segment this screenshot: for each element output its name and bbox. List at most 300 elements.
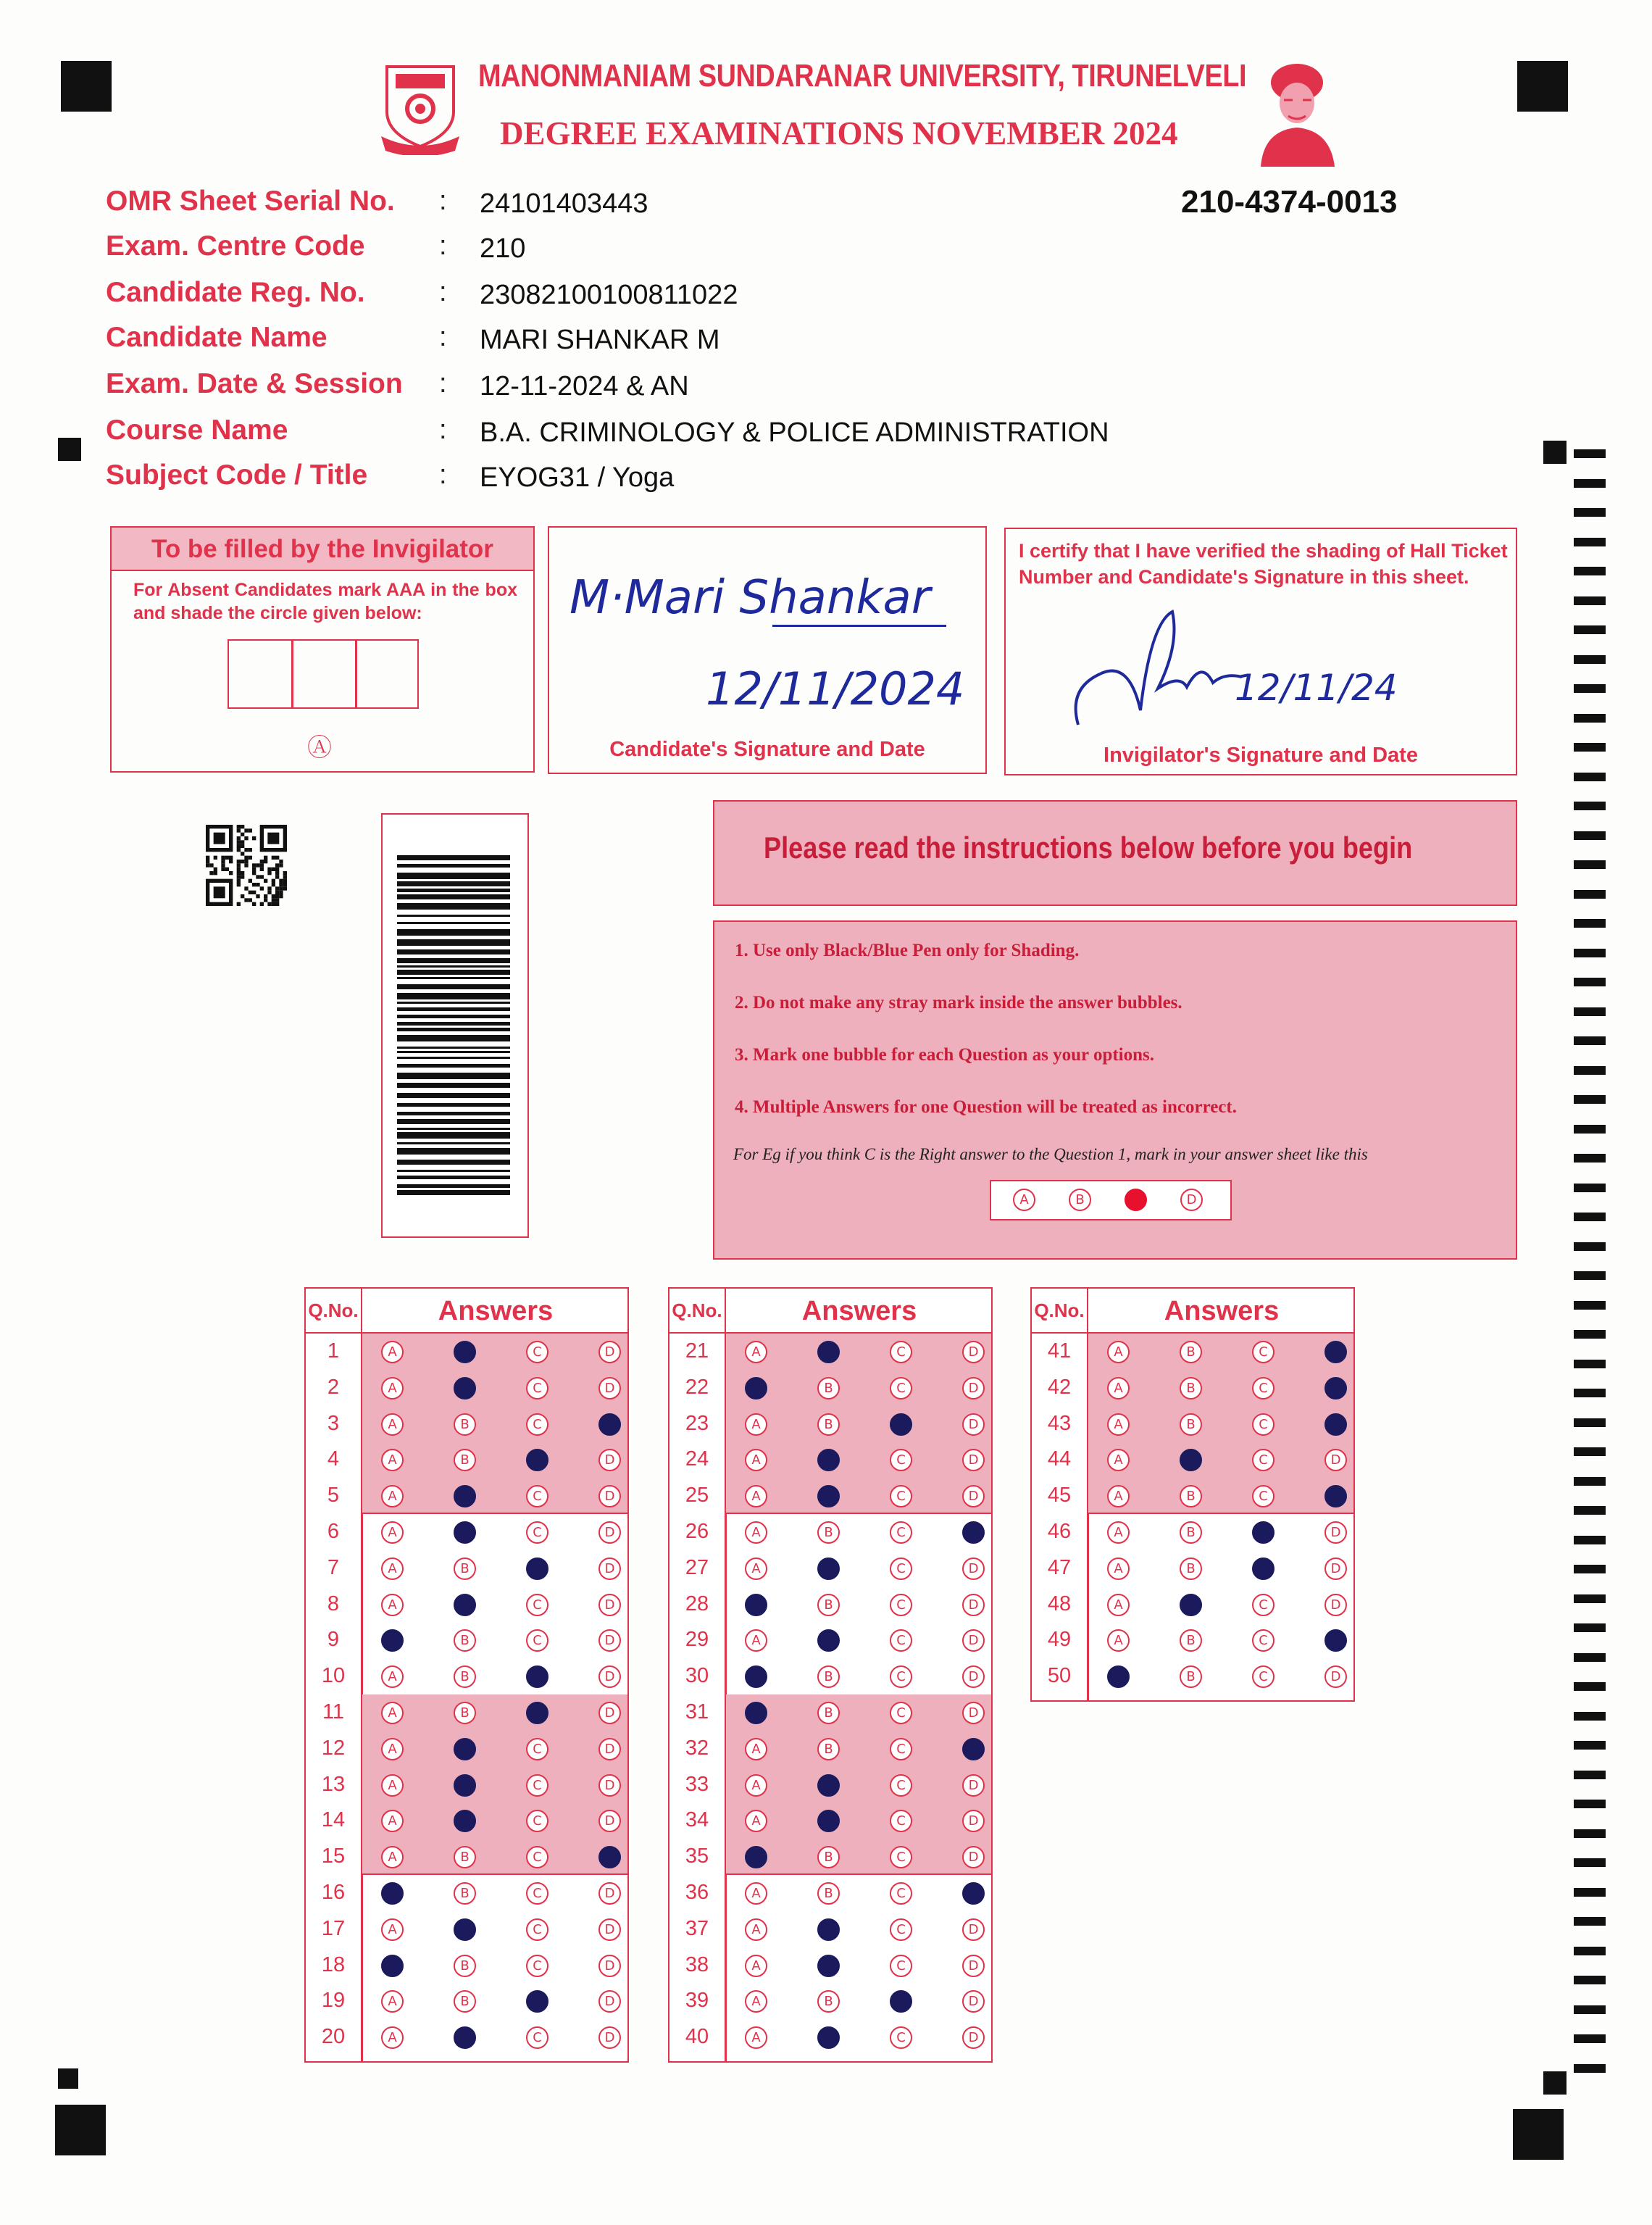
qno-header: Q.No. — [306, 1289, 362, 1334]
answer-bubble-q3-c[interactable]: C — [526, 1413, 548, 1436]
answer-bubble-q40-b[interactable] — [817, 2026, 840, 2049]
answer-bubble-q17-b[interactable] — [454, 1918, 476, 1941]
question-number: 40 — [685, 2025, 709, 2049]
answer-bubble-q1-a[interactable]: A — [381, 1341, 404, 1363]
answer-bubble-q2-b[interactable] — [454, 1377, 476, 1400]
answer-bubble-q1-d[interactable]: D — [598, 1341, 621, 1363]
timing-mark — [1574, 1800, 1606, 1808]
field-label: Exam. Date & Session — [106, 368, 403, 399]
answer-bubble-q41-c[interactable]: C — [1252, 1341, 1275, 1363]
question-number: 50 — [1047, 1664, 1072, 1688]
answer-bubble-q17-d[interactable]: D — [598, 1918, 621, 1941]
answer-bubble-q9-d[interactable]: D — [598, 1629, 621, 1652]
small-mark-bottom-left — [58, 2068, 78, 2089]
answer-bubble-q2-d[interactable]: D — [598, 1377, 621, 1400]
answer-bubble-q12-a[interactable]: A — [381, 1738, 404, 1760]
answer-bubble-q8-c[interactable]: C — [526, 1594, 548, 1616]
answer-bubble-q14-d[interactable]: D — [598, 1810, 621, 1832]
answer-bubble-q35-d[interactable]: D — [962, 1846, 985, 1868]
timing-mark — [1574, 1712, 1606, 1721]
answer-bubble-q18-d[interactable]: D — [598, 1955, 621, 1977]
question-number: 15 — [321, 1845, 346, 1868]
answer-bubble-q16-c[interactable]: C — [526, 1882, 548, 1905]
question-number: 4 — [327, 1447, 340, 1471]
timing-mark — [1574, 1036, 1606, 1045]
answer-bubble-q40-d[interactable]: D — [962, 2026, 985, 2049]
timing-mark — [1574, 684, 1606, 693]
field-value: 23082100100811022 — [480, 280, 738, 310]
answer-bubble-q31-b[interactable]: B — [817, 1702, 840, 1724]
answer-bubble-q29-b[interactable] — [817, 1629, 840, 1652]
answer-bubble-q20-d[interactable]: D — [598, 2026, 621, 2049]
answer-bubble-q40-c[interactable]: C — [890, 2026, 912, 2049]
timing-mark — [1574, 860, 1606, 869]
barcode — [397, 855, 513, 1203]
invigilator-certify-text: I certify that I have verified the shading of Hall Ticket Number and Candidate's Signature in this sheet. — [1019, 540, 1508, 588]
answer-bubble-q14-c[interactable]: C — [526, 1810, 548, 1832]
timing-mark — [1574, 1888, 1606, 1897]
answer-column-1 — [304, 1287, 629, 2063]
answer-bubble-q39-b[interactable]: B — [817, 1990, 840, 2013]
answer-bubble-q39-d[interactable]: D — [962, 1990, 985, 2013]
answer-bubble-q26-b[interactable]: B — [817, 1521, 840, 1544]
answer-bubble-q44-a[interactable]: A — [1107, 1449, 1130, 1471]
answer-bubble-q42-b[interactable]: B — [1180, 1377, 1202, 1400]
answer-bubble-q36-a[interactable]: A — [745, 1882, 767, 1905]
answer-bubble-q42-c[interactable]: C — [1252, 1377, 1275, 1400]
timing-mark — [1574, 1947, 1606, 1955]
example-bubble-row — [990, 1180, 1232, 1220]
answer-bubble-q31-d[interactable]: D — [962, 1702, 985, 1724]
question-number: 11 — [322, 1700, 345, 1723]
answer-bubble-q9-c[interactable]: C — [526, 1629, 548, 1652]
answer-bubble-q46-a[interactable]: A — [1107, 1521, 1130, 1544]
answer-bubble-q32-a[interactable]: A — [745, 1738, 767, 1760]
answer-bubble-q37-c[interactable]: C — [890, 1918, 912, 1941]
registration-mark-bottom-right — [1513, 2109, 1564, 2160]
answer-bubble-q12-c[interactable]: C — [526, 1738, 548, 1760]
timing-mark — [1574, 773, 1606, 781]
answer-bubble-q29-c[interactable]: C — [890, 1629, 912, 1652]
example-text: For Eg if you think C is the Right answer to the Question 1, mark in your answer sheet like this — [733, 1145, 1368, 1163]
answer-bubble-q36-c[interactable]: C — [890, 1882, 912, 1905]
question-number: 14 — [321, 1808, 346, 1832]
answer-bubble-q34-c[interactable]: C — [890, 1810, 912, 1832]
question-number: 7 — [327, 1555, 340, 1579]
field-label: Candidate Reg. No. — [106, 277, 365, 308]
answer-bubble-q36-b[interactable]: B — [817, 1882, 840, 1905]
answer-bubble-q4-a[interactable]: A — [381, 1449, 404, 1471]
answer-bubble-q10-c[interactable] — [526, 1665, 548, 1688]
answer-bubble-q16-a[interactable] — [381, 1882, 404, 1905]
answer-bubble-q26-c[interactable]: C — [890, 1521, 912, 1544]
answer-bubble-q28-d[interactable]: D — [962, 1594, 985, 1616]
answer-bubble-q46-b[interactable]: B — [1180, 1521, 1202, 1544]
answer-bubble-q15-b[interactable]: B — [454, 1846, 476, 1868]
answer-bubble-q23-b[interactable]: B — [817, 1413, 840, 1436]
answer-bubble-q7-a[interactable]: A — [381, 1558, 404, 1580]
answer-bubble-q23-a[interactable]: A — [745, 1413, 767, 1436]
answer-bubble-q30-b[interactable]: B — [817, 1665, 840, 1688]
timing-mark — [1574, 714, 1606, 723]
answer-bubble-q6-a[interactable]: A — [381, 1521, 404, 1544]
answer-bubble-q42-a[interactable]: A — [1107, 1377, 1130, 1400]
barcode-box — [381, 813, 529, 1238]
question-number: 9 — [327, 1628, 340, 1652]
answer-bubble-q50-d[interactable]: D — [1324, 1665, 1347, 1688]
answer-bubble-q12-d[interactable]: D — [598, 1738, 621, 1760]
instruction-4: 4. Multiple Answers for one Question will be treated as incorrect. — [735, 1097, 1237, 1117]
answer-bubble-q40-a[interactable]: A — [745, 2026, 767, 2049]
answer-bubble-q6-c[interactable]: C — [526, 1521, 548, 1544]
answer-bubble-q28-c[interactable]: C — [890, 1594, 912, 1616]
answer-bubble-q48-c[interactable]: C — [1252, 1594, 1275, 1616]
answer-bubble-q37-d[interactable]: D — [962, 1918, 985, 1941]
timing-mark — [1574, 1741, 1606, 1750]
answer-bubble-q35-a[interactable] — [745, 1846, 767, 1868]
answer-bubble-q20-b[interactable] — [454, 2026, 476, 2049]
answer-bubble-q22-d[interactable]: D — [962, 1377, 985, 1400]
answer-bubble-q11-a[interactable]: A — [381, 1702, 404, 1724]
answer-bubble-q2-c[interactable]: C — [526, 1377, 548, 1400]
answer-bubble-q27-a[interactable]: A — [745, 1558, 767, 1580]
question-number: 20 — [321, 2025, 346, 2049]
answer-bubble-q46-c[interactable] — [1252, 1521, 1275, 1544]
answer-bubble-q25-c[interactable]: C — [890, 1485, 912, 1507]
answer-bubble-q13-a[interactable]: A — [381, 1774, 404, 1797]
timing-mark — [1574, 1125, 1606, 1134]
answer-bubble-q22-c[interactable]: C — [890, 1377, 912, 1400]
timing-mark — [1574, 1184, 1606, 1192]
answer-bubble-q13-c[interactable]: C — [526, 1774, 548, 1797]
question-number: 37 — [685, 1916, 709, 1940]
answer-bubble-q11-c[interactable] — [526, 1702, 548, 1724]
answer-bubble-q38-d[interactable]: D — [962, 1955, 985, 1977]
question-number: 44 — [1047, 1447, 1072, 1471]
instructions-title-box — [713, 800, 1517, 906]
answer-bubble-q5-b[interactable] — [454, 1485, 476, 1507]
answer-bubble-q33-c[interactable]: C — [890, 1774, 912, 1797]
field-colon: : — [439, 415, 447, 445]
answer-bubble-q49-b[interactable]: B — [1180, 1629, 1202, 1652]
answer-bubble-q44-d[interactable]: D — [1324, 1449, 1347, 1471]
answer-bubble-q13-b[interactable] — [454, 1774, 476, 1797]
timing-mark — [1574, 1154, 1606, 1163]
qr-code — [206, 825, 287, 906]
answer-bubble-q33-a[interactable]: A — [745, 1774, 767, 1797]
question-number: 31 — [685, 1700, 709, 1723]
instructions-title: Please read the instructions below before you begin — [764, 831, 1413, 865]
answer-bubble-q48-b[interactable] — [1180, 1594, 1202, 1616]
question-number: 6 — [327, 1520, 340, 1543]
answer-bubble-q7-b[interactable]: B — [454, 1558, 476, 1580]
answer-bubble-q30-d[interactable]: D — [962, 1665, 985, 1688]
example-bubble-a: A — [1013, 1189, 1035, 1211]
sheet-code: 210-4374-0013 — [1181, 184, 1398, 220]
question-number: 25 — [685, 1484, 709, 1507]
answer-bubble-q8-a[interactable]: A — [381, 1594, 404, 1616]
university-logo — [380, 61, 461, 155]
answer-bubble-q11-d[interactable]: D — [598, 1702, 621, 1724]
answer-bubble-q32-d[interactable] — [962, 1738, 985, 1760]
answer-bubble-q24-d[interactable]: D — [962, 1449, 985, 1471]
question-number: 38 — [685, 1952, 709, 1976]
answer-bubble-q19-b[interactable]: B — [454, 1990, 476, 2013]
answer-bubble-q24-a[interactable]: A — [745, 1449, 767, 1471]
answer-bubble-q41-d[interactable] — [1324, 1341, 1347, 1363]
answer-bubble-q19-a[interactable]: A — [381, 1990, 404, 2013]
answer-bubble-q33-d[interactable]: D — [962, 1774, 985, 1797]
question-number: 12 — [321, 1736, 346, 1760]
field-value: 24101403443 — [480, 188, 648, 219]
answer-bubble-q10-b[interactable]: B — [454, 1665, 476, 1688]
answer-bubble-q26-a[interactable]: A — [745, 1521, 767, 1544]
timing-mark — [1574, 1066, 1606, 1075]
answer-bubble-q34-a[interactable]: A — [745, 1810, 767, 1832]
small-mark-right-top — [1543, 441, 1567, 464]
answer-bubble-q50-b[interactable]: B — [1180, 1665, 1202, 1688]
invigilator-signature — [1071, 602, 1245, 732]
answer-bubble-q3-b[interactable]: B — [454, 1413, 476, 1436]
answer-bubble-q1-b[interactable] — [454, 1341, 476, 1363]
field-value: 12-11-2024 & AN — [480, 371, 689, 402]
timing-mark — [1574, 1007, 1606, 1016]
answer-bubble-q27-c[interactable]: C — [890, 1558, 912, 1580]
answer-bubble-q8-d[interactable]: D — [598, 1594, 621, 1616]
answer-bubble-q28-a[interactable] — [745, 1594, 767, 1616]
answer-bubble-q35-b[interactable]: B — [817, 1846, 840, 1868]
answer-bubble-q3-a[interactable]: A — [381, 1413, 404, 1436]
answer-bubble-q38-b[interactable] — [817, 1955, 840, 1977]
answer-bubble-q43-c[interactable]: C — [1252, 1413, 1275, 1436]
question-number: 19 — [321, 1989, 346, 2013]
answer-bubble-q6-d[interactable]: D — [598, 1521, 621, 1544]
instruction-3: 3. Mark one bubble for each Question as your options. — [735, 1045, 1155, 1065]
answer-bubble-q29-a[interactable]: A — [745, 1629, 767, 1652]
answer-bubble-q14-a[interactable]: A — [381, 1810, 404, 1832]
answer-bubble-q18-c[interactable]: C — [526, 1955, 548, 1977]
answer-bubble-q5-c[interactable]: C — [526, 1485, 548, 1507]
answer-bubble-q30-a[interactable] — [745, 1665, 767, 1688]
question-number: 30 — [685, 1664, 709, 1688]
answer-bubble-q41-b[interactable]: B — [1180, 1341, 1202, 1363]
answer-bubble-q38-c[interactable]: C — [890, 1955, 912, 1977]
answer-bubble-q22-a[interactable] — [745, 1377, 767, 1400]
field-label: Candidate Name — [106, 322, 328, 353]
answer-bubble-q13-d[interactable]: D — [598, 1774, 621, 1797]
answer-bubble-q47-b[interactable]: B — [1180, 1558, 1202, 1580]
answer-bubble-q47-c[interactable] — [1252, 1558, 1275, 1580]
portrait-image — [1246, 58, 1348, 167]
timing-mark — [1574, 831, 1606, 840]
timing-mark — [1574, 1213, 1606, 1221]
answer-bubble-q21-d[interactable]: D — [962, 1341, 985, 1363]
timing-mark — [1574, 1858, 1606, 1867]
answer-bubble-q19-c[interactable] — [526, 1990, 548, 2013]
registration-mark-top-left — [61, 61, 112, 112]
answer-bubble-q15-c[interactable]: C — [526, 1846, 548, 1868]
answer-bubble-q39-c[interactable] — [890, 1990, 912, 2013]
answer-bubble-q49-a[interactable]: A — [1107, 1629, 1130, 1652]
answer-bubble-q50-c[interactable]: C — [1252, 1665, 1275, 1688]
answer-bubble-q15-d[interactable] — [598, 1846, 621, 1868]
qno-header: Q.No. — [669, 1289, 726, 1334]
answer-bubble-q21-c[interactable]: C — [890, 1341, 912, 1363]
answer-bubble-q32-b[interactable]: B — [817, 1738, 840, 1760]
answer-bubble-q49-c[interactable]: C — [1252, 1629, 1275, 1652]
answer-bubble-q20-c[interactable]: C — [526, 2026, 548, 2049]
answer-bubble-q10-d[interactable]: D — [598, 1665, 621, 1688]
answer-bubble-q30-c[interactable]: C — [890, 1665, 912, 1688]
field-colon: : — [439, 459, 447, 490]
field-value: MARI SHANKAR M — [480, 325, 720, 355]
question-number: 39 — [685, 1989, 709, 2013]
answer-bubble-q10-a[interactable]: A — [381, 1665, 404, 1688]
answer-bubble-q26-d[interactable] — [962, 1521, 985, 1544]
question-number: 29 — [685, 1628, 709, 1652]
answer-bubble-q18-a[interactable] — [381, 1955, 404, 1977]
answer-bubble-q21-b[interactable] — [817, 1341, 840, 1363]
answer-bubble-q4-d[interactable]: D — [598, 1449, 621, 1471]
answer-bubble-q31-a[interactable] — [745, 1702, 767, 1724]
answer-bubble-q5-d[interactable]: D — [598, 1485, 621, 1507]
answer-bubble-q47-d[interactable]: D — [1324, 1558, 1347, 1580]
answer-bubble-q21-a[interactable]: A — [745, 1341, 767, 1363]
absent-bubble[interactable]: Ⓐ — [307, 733, 332, 762]
answers-header: Answers — [726, 1289, 993, 1334]
answer-bubble-q25-d[interactable]: D — [962, 1485, 985, 1507]
answer-bubble-q5-a[interactable]: A — [381, 1485, 404, 1507]
absent-mark-boxes[interactable] — [228, 639, 419, 709]
answer-bubble-q1-c[interactable]: C — [526, 1341, 548, 1363]
invigilator-box-note: For Absent Candidates mark AAA in the box and shade the circle given below: — [133, 580, 517, 623]
answer-bubble-q41-a[interactable]: A — [1107, 1341, 1130, 1363]
candidate-signature-box — [548, 526, 987, 774]
answer-bubble-q45-a[interactable]: A — [1107, 1485, 1130, 1507]
timing-mark — [1574, 1477, 1606, 1486]
answer-bubble-q46-d[interactable]: D — [1324, 1521, 1347, 1544]
answer-bubble-q16-b[interactable]: B — [454, 1882, 476, 1905]
answer-bubble-q42-d[interactable] — [1324, 1377, 1347, 1400]
answer-bubble-q47-a[interactable]: A — [1107, 1558, 1130, 1580]
timing-mark — [1574, 1771, 1606, 1779]
answer-bubble-q34-d[interactable]: D — [962, 1810, 985, 1832]
answer-bubble-q45-b[interactable]: B — [1180, 1485, 1202, 1507]
answer-bubble-q45-c[interactable]: C — [1252, 1485, 1275, 1507]
answer-bubble-q6-b[interactable] — [454, 1521, 476, 1544]
question-number: 35 — [685, 1845, 709, 1868]
timing-mark — [1574, 802, 1606, 810]
question-number: 18 — [321, 1952, 346, 1976]
answer-bubble-q33-b[interactable] — [817, 1774, 840, 1797]
answer-bubble-q2-a[interactable]: A — [381, 1377, 404, 1400]
answer-bubble-q49-d[interactable] — [1324, 1629, 1347, 1652]
answer-bubble-q20-a[interactable]: A — [381, 2026, 404, 2049]
timing-mark — [1574, 1360, 1606, 1368]
answer-bubble-q23-c[interactable] — [890, 1413, 912, 1436]
answer-bubble-q43-a[interactable]: A — [1107, 1413, 1130, 1436]
registration-mark-bottom-left — [55, 2105, 106, 2155]
question-number: 41 — [1047, 1339, 1072, 1363]
invigilator-box — [110, 526, 535, 773]
timing-mark — [1574, 479, 1606, 488]
timing-mark — [1574, 655, 1606, 664]
answer-bubble-q23-d[interactable]: D — [962, 1413, 985, 1436]
answer-bubble-q45-d[interactable] — [1324, 1485, 1347, 1507]
answer-bubble-q37-a[interactable]: A — [745, 1918, 767, 1941]
answer-bubble-q29-d[interactable]: D — [962, 1629, 985, 1652]
timing-mark — [1574, 1271, 1606, 1280]
timing-mark — [1574, 1506, 1606, 1515]
timing-mark — [1574, 1976, 1606, 1984]
answer-bubble-q11-b[interactable]: B — [454, 1702, 476, 1724]
instruction-2: 2. Do not make any stray mark inside the answer bubbles. — [735, 993, 1182, 1012]
invigilator-signature-box — [1004, 528, 1517, 775]
answer-bubble-q38-a[interactable]: A — [745, 1955, 767, 1977]
answer-bubble-q15-a[interactable]: A — [381, 1846, 404, 1868]
question-number: 13 — [321, 1772, 346, 1796]
question-number: 26 — [685, 1520, 709, 1543]
answer-bubble-q19-d[interactable]: D — [598, 1990, 621, 2013]
answer-bubble-q16-d[interactable]: D — [598, 1882, 621, 1905]
instruction-1: 1. Use only Black/Blue Pen only for Shading. — [735, 941, 1080, 960]
answer-bubble-q8-b[interactable] — [454, 1594, 476, 1616]
question-number: 8 — [327, 1592, 340, 1615]
answer-bubble-q39-a[interactable]: A — [745, 1990, 767, 2013]
answer-bubble-q43-b[interactable]: B — [1180, 1413, 1202, 1436]
answer-bubble-q31-c[interactable]: C — [890, 1702, 912, 1724]
answer-bubble-q28-b[interactable]: B — [817, 1594, 840, 1616]
field-label: OMR Sheet Serial No. — [106, 186, 395, 217]
timing-mark — [1574, 890, 1606, 899]
timing-mark — [1574, 538, 1606, 546]
answer-bubble-q35-c[interactable]: C — [890, 1846, 912, 1868]
example-bubble-d: D — [1180, 1189, 1203, 1211]
field-colon: : — [439, 277, 447, 307]
answer-bubble-q22-b[interactable]: B — [817, 1377, 840, 1400]
answer-bubble-q27-b[interactable] — [817, 1558, 840, 1580]
answer-bubble-q24-c[interactable]: C — [890, 1449, 912, 1471]
question-number: 22 — [685, 1375, 709, 1399]
answer-bubble-q37-b[interactable] — [817, 1918, 840, 1941]
answer-bubble-q25-b[interactable] — [817, 1485, 840, 1507]
answer-bubble-q48-a[interactable]: A — [1107, 1594, 1130, 1616]
timing-mark — [1574, 1389, 1606, 1397]
answer-bubble-q18-b[interactable]: B — [454, 1955, 476, 1977]
answer-bubble-q4-b[interactable]: B — [454, 1449, 476, 1471]
answer-bubble-q9-b[interactable]: B — [454, 1629, 476, 1652]
answer-bubble-q43-d[interactable] — [1324, 1413, 1347, 1436]
answer-bubble-q7-d[interactable]: D — [598, 1558, 621, 1580]
answer-bubble-q17-c[interactable]: C — [526, 1918, 548, 1941]
answer-bubble-q32-c[interactable]: C — [890, 1738, 912, 1760]
answer-bubble-q7-c[interactable] — [526, 1558, 548, 1580]
answer-bubble-q3-d[interactable] — [598, 1413, 621, 1436]
timing-mark — [1574, 1917, 1606, 1926]
answer-bubble-q50-a[interactable] — [1107, 1665, 1130, 1688]
answer-bubble-q48-d[interactable]: D — [1324, 1594, 1347, 1616]
invigilator-sign-date: 12/11/24 — [1235, 667, 1398, 709]
timing-mark — [1574, 625, 1606, 634]
answer-bubble-q44-c[interactable]: C — [1252, 1449, 1275, 1471]
answer-bubble-q12-b[interactable] — [454, 1738, 476, 1760]
answer-bubble-q25-a[interactable]: A — [745, 1485, 767, 1507]
answer-bubble-q36-d[interactable] — [962, 1882, 985, 1905]
answer-bubble-q27-d[interactable]: D — [962, 1558, 985, 1580]
answer-bubble-q9-a[interactable] — [381, 1629, 404, 1652]
answer-bubble-q17-a[interactable]: A — [381, 1918, 404, 1941]
timing-mark — [1574, 1536, 1606, 1544]
